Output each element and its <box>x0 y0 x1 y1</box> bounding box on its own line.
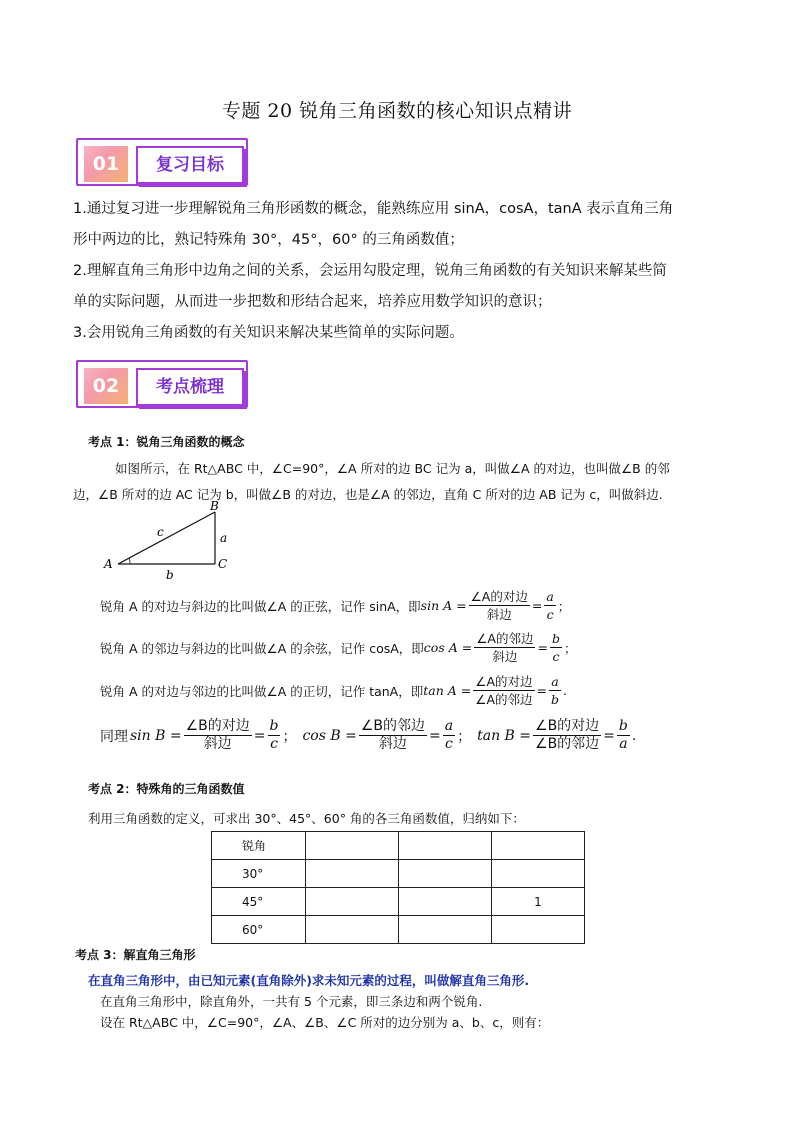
sin-b-fraction <box>184 718 252 753</box>
angle-b-formulas <box>100 718 636 753</box>
cos-a-text: 锐角 A 的邻边与斜边的比叫做∠A 的余弦，记作 cosA，即 <box>100 640 424 656</box>
punct: ； <box>557 598 571 614</box>
table-cell: 30° <box>212 860 306 888</box>
special-angles-table <box>211 831 585 944</box>
table-row <box>212 888 585 916</box>
numerator: a <box>546 589 554 604</box>
table-cell: 1 <box>492 888 585 916</box>
kd3-title: 考点 3：解直角三角形 <box>75 948 196 962</box>
table-row <box>212 916 585 944</box>
table-cell <box>306 860 399 888</box>
numerator: ∠A的对边 <box>475 674 533 689</box>
tan-a-ratio <box>549 673 561 708</box>
goal-line: 1.通过复习进一步理解锐角三角形函数的概念，能熟练应用 sinA，cosA，tanA 表示直角三角 <box>73 201 674 217</box>
numerator: ∠B的对边 <box>535 718 600 734</box>
equals: = <box>531 598 543 613</box>
kd3-line: 在直角三角形中，除直角外，一共有 5 个元素，即三条边和两个锐角. <box>100 994 483 1009</box>
same-text: 同理 <box>100 728 128 745</box>
cos-b-ratio <box>443 718 455 753</box>
cos-b-label: cos B = <box>302 727 357 744</box>
numerator: b <box>618 718 628 734</box>
tan-a-label: tan A = <box>423 683 472 698</box>
badge-number: 02 <box>84 368 128 404</box>
sin-a-label: sin A = <box>420 598 467 613</box>
equals: = <box>603 727 615 744</box>
table-cell: 锐角 <box>212 832 306 860</box>
badge-label: 考点梳理 <box>136 368 244 406</box>
section-badge-02 <box>76 360 256 412</box>
side-a-label: a <box>220 531 228 545</box>
sin-a-ratio <box>544 588 555 623</box>
vertex-c-label: C <box>218 557 228 571</box>
sin-a-definition <box>100 588 570 623</box>
kd3-line: 设在 Rt△ABC 中，∠C=90°，∠A、∠B、∠C 所对的边分别为 a、b、c，则有： <box>100 1015 550 1030</box>
table-cell: 60° <box>212 916 306 944</box>
numerator: ∠B的邻边 <box>360 718 425 734</box>
denominator: c <box>552 649 560 664</box>
goal-line: 2.理解直角三角形中边角之间的关系，会运用勾股定理，锐角三角函数的有关知识来解某些简 <box>73 263 667 279</box>
denominator: b <box>550 692 559 707</box>
numerator: a <box>444 718 454 734</box>
punct: ； <box>282 728 297 745</box>
side-b-label: b <box>166 568 174 582</box>
kd2-intro: 利用三角函数的定义，可求出 30°、45°、60° 角的各三角函数值，归纳如下： <box>88 811 525 826</box>
denominator: c <box>546 607 554 622</box>
right-triangle-figure <box>100 500 240 585</box>
table-cell <box>492 860 585 888</box>
sin-a-fraction <box>469 588 530 623</box>
table-cell <box>492 832 585 860</box>
badge-number: 01 <box>84 146 128 182</box>
punct: ； <box>457 728 472 745</box>
numerator: b <box>269 718 279 734</box>
tan-b-fraction <box>533 718 601 753</box>
vertex-a-label: A <box>104 557 113 571</box>
cos-a-ratio <box>550 630 562 665</box>
denominator: 斜边 <box>492 649 518 664</box>
table-cell <box>399 860 492 888</box>
sin-b-label: sin B = <box>130 727 182 744</box>
equals: = <box>429 727 441 744</box>
numerator: a <box>549 673 561 691</box>
tan-a-text: 锐角 A 的对边与邻边的比叫做∠A 的正切，记作 tanA，即 <box>100 683 424 699</box>
badge-label: 复习目标 <box>136 146 244 184</box>
table-row <box>212 832 585 860</box>
kd2-title: 考点 2：特殊角的三角函数值 <box>88 782 245 796</box>
tan-b-label: tan B = <box>477 727 532 744</box>
cos-a-label: cos A = <box>423 640 473 655</box>
table-cell <box>399 888 492 916</box>
goal-line: 单的实际问题，从而进一步把数和形结合起来，培养应用数学知识的意识； <box>73 294 552 310</box>
goals-list <box>73 194 723 349</box>
sin-a-text: 锐角 A 的对边与斜边的比叫做∠A 的正弦，记作 sinA，即 <box>100 598 421 614</box>
numerator: ∠A的邻边 <box>476 631 534 646</box>
denominator: 斜边 <box>486 607 512 622</box>
kd1-title: 考点 1：锐角三角函数的概念 <box>88 435 245 449</box>
numerator: ∠B的对边 <box>185 718 250 734</box>
denominator: c <box>444 736 453 752</box>
tan-a-fraction <box>473 673 534 708</box>
denominator: ∠A的邻边 <box>475 692 533 707</box>
denominator: ∠B的邻边 <box>535 736 600 752</box>
sin-b-ratio <box>268 718 281 753</box>
table-row <box>212 860 585 888</box>
cos-b-fraction <box>359 718 427 753</box>
equals: = <box>537 640 548 655</box>
denominator: c <box>270 736 278 752</box>
denominator: 斜边 <box>203 736 232 752</box>
kd1-line: 如图所示，在 Rt△ABC 中，∠C=90°，∠A 所对的边 BC 记为 a，叫做∠A 的对边，也叫做∠B 的邻 <box>115 461 670 476</box>
table-cell <box>306 916 399 944</box>
numerator: ∠A的对边 <box>470 589 528 604</box>
goal-line: 3.会用锐角三角函数的有关知识来解决某些简单的实际问题。 <box>73 325 464 341</box>
table-cell <box>399 916 492 944</box>
table-cell <box>399 832 492 860</box>
cos-a-definition <box>100 630 576 665</box>
table-cell: 45° <box>212 888 306 916</box>
kd3-definition: 在直角三角形中，由已知元素(直角除外)求未知元素的过程，叫做解直角三角形. <box>88 973 530 988</box>
denominator: a <box>619 736 628 752</box>
numerator: b <box>551 631 560 646</box>
vertex-b-label: B <box>210 500 219 513</box>
denominator: 斜边 <box>378 736 407 752</box>
tan-b-ratio <box>617 718 630 753</box>
section-badge-01 <box>76 138 256 190</box>
table-cell <box>306 832 399 860</box>
punct: . <box>631 727 637 744</box>
table-cell <box>306 888 399 916</box>
table-cell <box>492 916 585 944</box>
punct: ； <box>563 640 577 656</box>
kd1-line: 边，∠B 所对的边 AC 记为 b，叫做∠B 的对边，也是∠A 的邻边，直角 C 所对的边 AB 记为 c，叫做斜边. <box>73 487 663 502</box>
equals: = <box>253 727 266 744</box>
tan-a-definition <box>100 673 567 708</box>
goal-line: 形中两边的比，熟记特殊角 30°，45°，60° 的三角函数值； <box>73 232 464 248</box>
page-title: 专题 20 锐角三角函数的核心知识点精讲 <box>221 100 573 122</box>
equals: = <box>536 683 547 698</box>
cos-a-fraction <box>474 630 535 665</box>
side-c-label: c <box>157 525 164 539</box>
punct: . <box>563 683 567 698</box>
